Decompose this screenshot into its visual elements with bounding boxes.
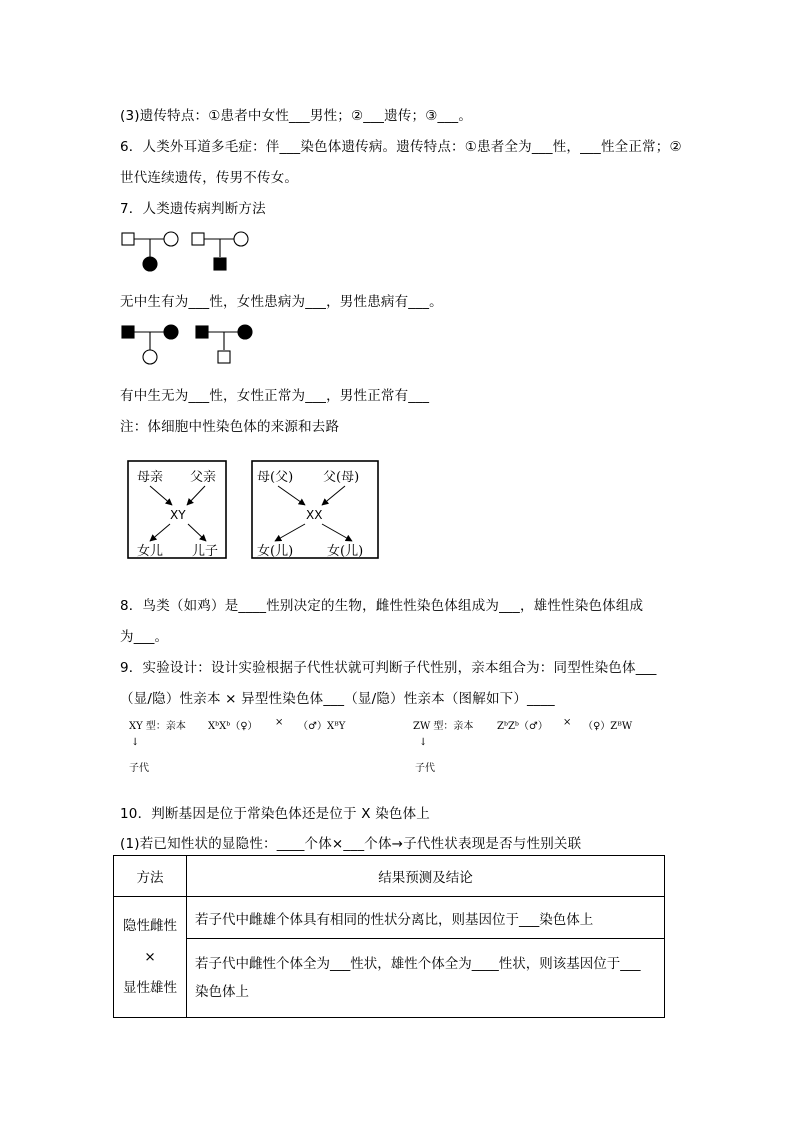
- item-7-heading: 7．人类遗传病判断方法: [120, 201, 266, 217]
- xx-box-child-right: 女(儿): [327, 544, 364, 559]
- xy-box-father: 父亲: [190, 470, 217, 485]
- method-recessive-female: 隐性雌性: [123, 917, 177, 934]
- xy-box-son: 儿子: [192, 544, 219, 559]
- xy-cross-female: XᵇXᵇ（♀）: [208, 721, 258, 732]
- table-header-row: [114, 856, 665, 897]
- xx-box-parent-right: 父(母): [323, 470, 360, 485]
- item-8-line: 8．鸟类（如鸡）是____性别决定的生物，雌性性染色体组成为___，雄性性染色体组成: [120, 598, 644, 614]
- zw-cross-times: ×: [563, 717, 572, 728]
- table-result-2: [187, 939, 665, 1018]
- heredity-features-line: (3)遗传特点：①患者中女性___男性；②___遗传；③___。: [120, 108, 473, 124]
- zw-cross-female: （♀）ZᴮW: [583, 721, 633, 732]
- zw-cross-male: ZᵇZᵇ（♂）: [497, 721, 548, 732]
- item-9-line: 9．实验设计：设计实验根据子代性状就可判断子代性别，亲本组合为：同型性染色体___: [120, 660, 657, 676]
- xy-cross-male: （♂）XᴮY: [298, 721, 346, 732]
- xy-box-xy: XY: [170, 508, 186, 522]
- xy-cross-offspring: 子代: [129, 763, 149, 774]
- xx-box-parent-left: 母(父): [257, 470, 294, 485]
- method-times: ×: [144, 948, 156, 965]
- zw-cross-arrow: ↓: [419, 737, 428, 748]
- rule-recessive-line: 有中生无为___性，女性正常为___，男性正常有___: [120, 388, 430, 404]
- table-method-cell: [114, 897, 187, 1018]
- item-9-continuation: （显/隐）性亲本 × 异型性染色体___（显/隐）性亲本（图解如下）____: [120, 691, 555, 707]
- item-10-sub-line: (1)若已知性状的显隐性：____个体×___个体→子代性状表现是否与性别关联: [120, 836, 582, 852]
- xy-cross-times: ×: [275, 717, 284, 728]
- xx-box-xx: XX: [306, 508, 323, 522]
- result-table: [113, 855, 665, 1018]
- xy-box-daughter: 女儿: [137, 544, 164, 559]
- item-6-continuation: 世代连续遗传，传男不传女。: [120, 170, 299, 186]
- rule-dominant-line: 无中生有为___性，女性患病为___，男性患病有___。: [120, 294, 443, 310]
- xy-box-mother: 母亲: [137, 470, 164, 485]
- zw-cross-label: ZW 型：亲本: [413, 721, 474, 732]
- zw-cross-offspring: 子代: [415, 763, 435, 774]
- table-result-2-line1: 若子代中雌性个体全为___性状，雄性个体全为____性状，则该基因位于___: [195, 956, 641, 972]
- table-header-result: 结果预测及结论: [187, 856, 665, 897]
- item-10-heading: 10．判断基因是位于常染色体还是位于 X 染色体上: [120, 806, 431, 822]
- table-row: [114, 897, 665, 939]
- method-dominant-male: 显性雄性: [123, 979, 177, 996]
- table-result-2-line2: 染色体上: [195, 984, 249, 1000]
- table-result-1: 若子代中雌雄个体具有相同的性状分离比，则基因位于___染色体上: [187, 897, 665, 939]
- item-8-continuation: 为___。: [120, 629, 169, 645]
- note-line: 注：体细胞中性染色体的来源和去路: [120, 419, 340, 435]
- table-header-method: 方法: [114, 856, 187, 897]
- xx-box-child-left: 女(儿): [257, 544, 294, 559]
- item-6-line: 6．人类外耳道多毛症：伴___染色体遗传病。遗传特点：①患者全为___性，___性全正常；②: [120, 139, 682, 155]
- xy-cross-arrow: ↓: [131, 737, 140, 748]
- xy-cross-label: XY 型：亲本: [129, 721, 186, 732]
- table-row: [114, 939, 665, 1018]
